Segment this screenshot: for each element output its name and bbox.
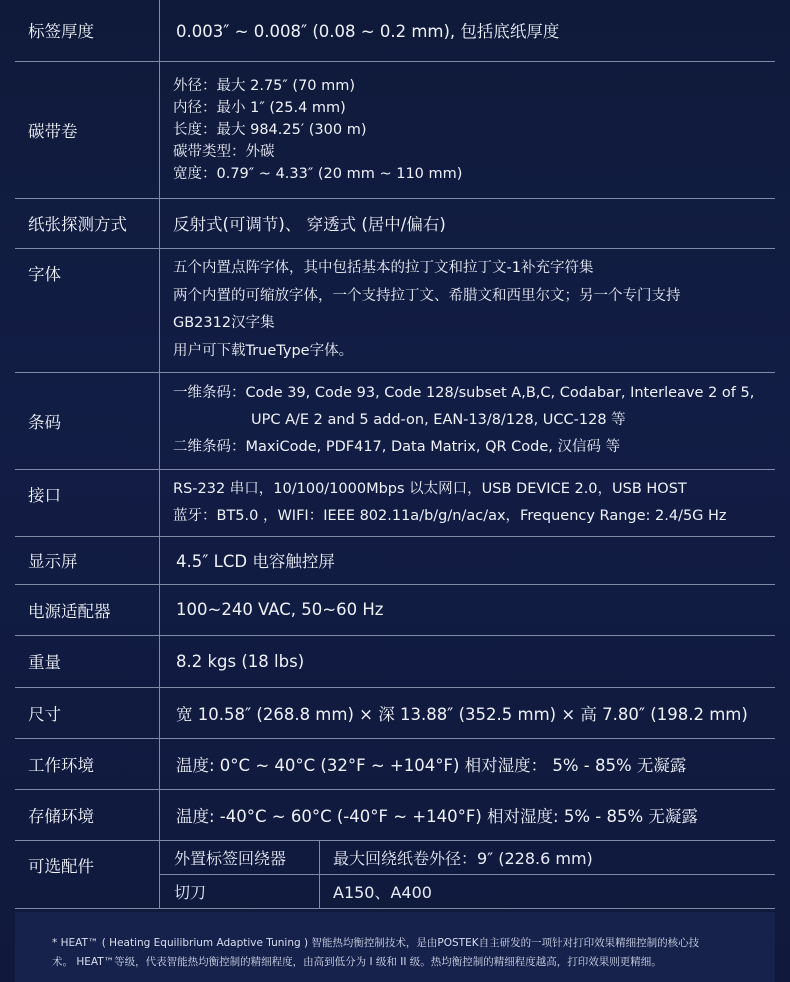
spec-label: 碳带卷	[15, 61, 160, 198]
spec-label: 纸张探测方式	[15, 198, 160, 248]
spec-row-dimensions	[15, 687, 775, 738]
spec-row-power	[15, 584, 775, 635]
spec-row-interfaces	[15, 469, 775, 536]
fonts-line: 五个内置点阵字体，其中包括基本的拉丁文和拉丁文-1补充字符集	[173, 260, 594, 276]
option-name: 外置标签回绕器	[160, 841, 320, 875]
spec-value: 反射式(可调节)、 穿透式 (居中/偏右)	[160, 198, 776, 248]
option-row	[160, 841, 775, 875]
barcode-2d: 二维条码：MaxiCode, PDF417, Data Matrix, QR Code, 汉信码 等	[173, 439, 621, 455]
spec-label: 工作环境	[15, 738, 160, 789]
spec-label: 接口	[15, 469, 160, 536]
spec-label: 标签厚度	[15, 0, 160, 61]
spec-label: 存储环境	[15, 789, 160, 840]
ribbon-inner-diameter: 内径：最小 1″ (25.4 mm)	[173, 99, 346, 116]
spec-row-display	[15, 536, 775, 584]
spec-row-weight	[15, 635, 775, 687]
options-cell	[160, 840, 776, 908]
footnote-line: 术。 HEAT™等级，代表智能热均衡控制的精细程度，由高到低分为 I 级和 II 级。热均衡控制的精细程度越高，打印效果则更精细。	[52, 956, 662, 968]
spec-label: 重量	[15, 635, 160, 687]
option-value: A150、A400	[320, 875, 776, 908]
spec-value	[160, 372, 776, 469]
spec-label: 电源适配器	[15, 584, 160, 635]
spec-table	[15, 0, 775, 909]
spec-value: 温度: 0°C ~ 40°C (32°F ~ +104°F) 相对湿度： 5% - 85% 无凝露	[160, 738, 776, 789]
spec-value: 100~240 VAC, 50~60 Hz	[160, 584, 776, 635]
spec-row-options	[15, 840, 775, 908]
barcode-1d: 一维条码：Code 39, Code 93, Code 128/subset A,B,C, Codabar, Interleave 2 of 5,	[173, 385, 755, 401]
spec-value	[160, 469, 776, 536]
spec-value	[160, 61, 776, 198]
spec-value: 4.5″ LCD 电容触控屏	[160, 536, 776, 584]
ribbon-type: 碳带类型：外碳	[173, 143, 275, 160]
spec-row-storage-env	[15, 789, 775, 840]
spec-row-operating-env	[15, 738, 775, 789]
option-row	[160, 875, 775, 908]
ribbon-width: 宽度：0.79″ ~ 4.33″ (20 mm ~ 110 mm)	[173, 165, 463, 182]
spec-row-media-sensing	[15, 198, 775, 248]
spec-label: 显示屏	[15, 536, 160, 584]
spec-row-fonts	[15, 248, 775, 372]
footnote	[15, 912, 775, 982]
spec-value: 温度: -40°C ~ 60°C (-40°F ~ +140°F) 相对湿度: 5% - 85% 无凝露	[160, 789, 776, 840]
spec-value: 宽 10.58″ (268.8 mm) × 深 13.88″ (352.5 mm) × 高 7.80″ (198.2 mm)	[160, 687, 776, 738]
fonts-line: GB2312汉字集	[173, 315, 275, 331]
options-table	[160, 841, 775, 908]
ribbon-outer-diameter: 外径：最大 2.75″ (70 mm)	[173, 77, 356, 94]
spec-value: 8.2 kgs (18 lbs)	[160, 635, 776, 687]
interfaces-ports: RS-232 串口，10/100/1000Mbps 以太网口，USB DEVICE 2.0，USB HOST	[173, 480, 687, 497]
ribbon-length: 长度：最大 984.25′ (300 m)	[173, 121, 367, 138]
option-value: 最大回绕纸卷外径：9″ (228.6 mm)	[333, 848, 593, 868]
fonts-line: 用户可下载TrueType字体。	[173, 342, 354, 359]
spec-row-ribbon-roll	[15, 61, 775, 198]
footnote-line: * HEAT™ ( Heating Equilibrium Adaptive Tuning ) 智能热均衡控制技术，是由POSTEK自主研发的一项针对打印效果精细控制的核心技	[52, 937, 700, 949]
spec-value: 0.003″ ~ 0.008″ (0.08 ~ 0.2 mm), 包括底纸厚度	[176, 22, 560, 42]
spec-label: 字体	[15, 248, 160, 372]
barcode-1d-cont: UPC A/E 2 and 5 add-on, EAN-13/8/128, UCC-128 等	[251, 412, 626, 428]
interfaces-wireless: 蓝牙：BT5.0 ，WIFI：IEEE 802.11a/b/g/n/ac/ax，Frequency Range: 2.4/5G Hz	[173, 507, 727, 524]
spec-value	[160, 248, 776, 372]
fonts-line: 两个内置的可缩放字体，一个支持拉丁文、希腊文和西里尔文；另一个专门支持	[173, 287, 681, 304]
spec-row-label-thickness	[15, 0, 775, 61]
spec-label: 尺寸	[15, 687, 160, 738]
spec-label: 条码	[15, 372, 160, 469]
spec-row-barcodes	[15, 372, 775, 469]
option-name: 切刀	[160, 875, 320, 908]
spec-label: 可选配件	[15, 840, 160, 908]
